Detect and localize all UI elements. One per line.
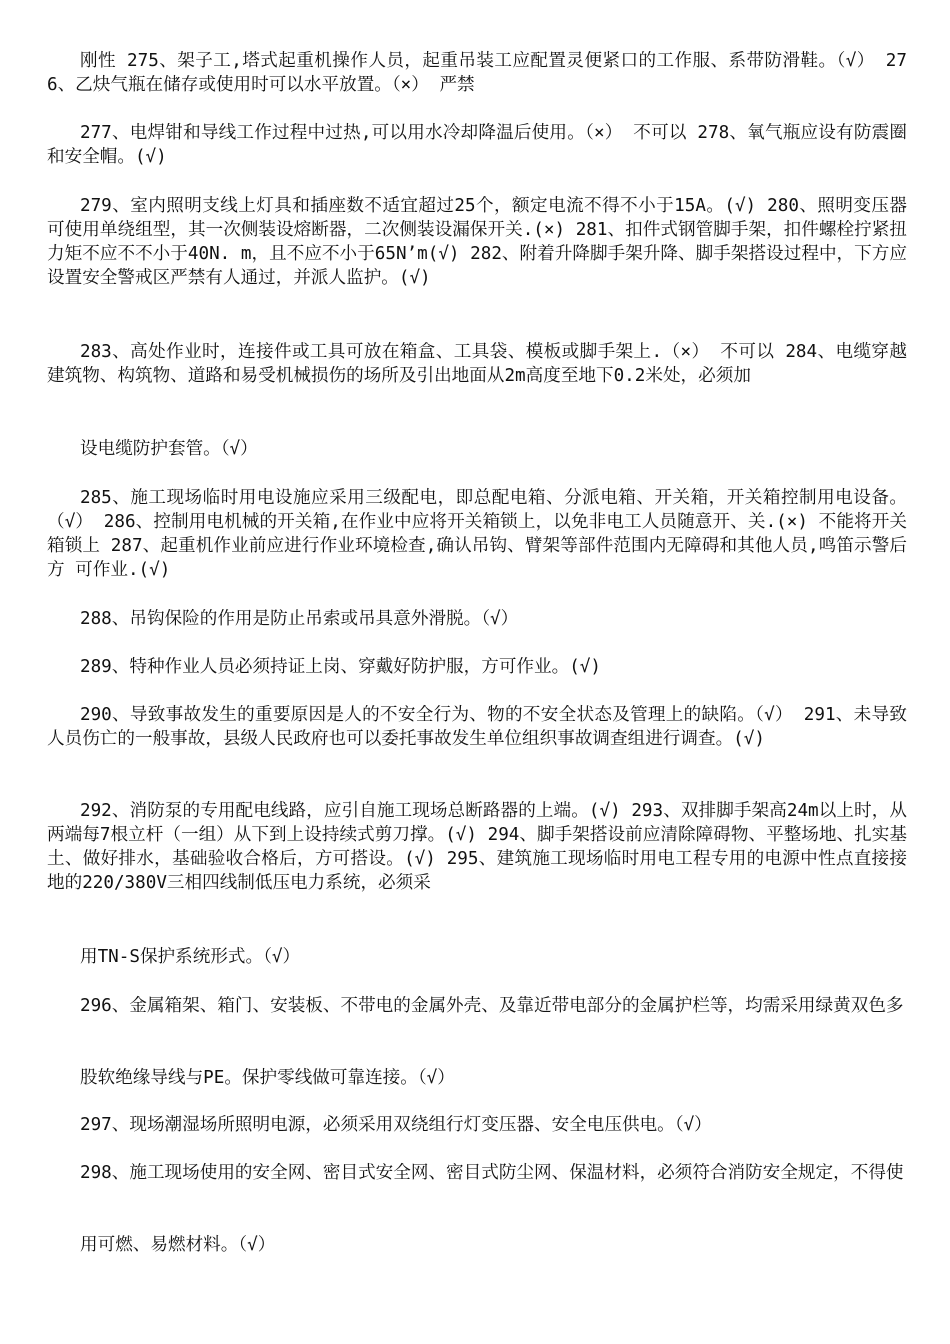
paragraph-285-287: 285、施工现场临时用电设施应采用三级配电，即总配电箱、分派电箱、开关箱，开关箱控制用电设备。（√） 286、控制用电机械的开关箱,在作业中应将开关箱锁上，以免非电工人员随意开、关.(×) 不能将开关箱锁上 287、起重机作业前应进行作业环境检查,确认吊钩、臂架等部件范围内无障碍和其他人员,鸣笛示警后方 可作业.(√) [47,488,907,580]
paragraph-279-282: 279、室内照明支线上灯具和插座数不适宜超过25个，额定电流不得不小于15A。(√) 280、照明变压器可使用单绕组型，其一次侧装设熔断器，二次侧装设漏保开关.(×) 281、扣件式钢管脚手架，扣件螺栓拧紧扭力矩不应不不小于40N. m，且不应不小于65N’m(√) 282、附着升降脚手架升降、脚手架搭设过程中，下方应设置安全警戒区严禁有人通过，并派人监护。(√) [47,196,907,288]
paragraph-298: 298、施工现场使用的安全网、密目式安全网、密目式防尘网、保温材料，必须符合消防安全规定，不得使 [80,1163,904,1183]
paragraph-297: 297、现场潮湿场所照明电源，必须采用双绕组行灯变压器、安全电压供电。（√） [80,1115,712,1135]
paragraph-284-continuation: 设电缆防护套管。（√） [80,439,258,459]
paragraph-296-continuation: 股软绝缘导线与PE。保护零线做可靠连接。（√） [80,1068,455,1088]
paragraph-277-278: 277、电焊钳和导线工作过程中过热,可以用水冷却降温后使用。（×） 不可以 278、氧气瓶应设有防震圈和安全帽。(√) [47,123,907,167]
paragraph-275-276: 刚性 275、架子工,塔式起重机操作人员，起重吊装工应配置灵便紧口的工作服、系带防滑鞋。（√） 276、乙炔气瓶在储存或使用时可以水平放置。（×） 严禁 [47,51,907,95]
paragraph-298-continuation: 用可燃、易燃材料。（√） [80,1235,276,1255]
paragraph-295-continuation: 用TN-S保护系统形式。（√） [80,947,301,967]
paragraph-289: 289、特种作业人员必须持证上岗、穿戴好防护服，方可作业。(√) [80,657,601,677]
paragraph-290-291: 290、导致事故发生的重要原因是人的不安全行为、物的不安全状态及管理上的缺陷。（√） 291、未导致人员伤亡的一般事故，县级人民政府也可以委托事故发生单位组织事故调查组进行调查。(√) [47,705,907,749]
paragraph-288: 288、吊钩保险的作用是防止吊索或吊具意外滑脱。（√） [80,609,519,629]
paragraph-292-295: 292、消防泵的专用配电线路，应引自施工现场总断路器的上端。(√) 293、双排脚手架高24m以上时，从两端每7根立杆（一组）从下到上设持续式剪刀撑。(√) 294、脚手架搭设前应清除障碍物、平整场地、扎实基土、做好排水，基础验收合格后，方可搭设。(√) 295、建筑施工现场临时用电工程专用的电源中性点直接接地的220/380V三相四线制低压电力系统，必须采 [47,801,907,893]
paragraph-283-284: 283、高处作业时，连接件或工具可放在箱盒、工具袋、模板或脚手架上.（×） 不可以 284、电缆穿越建筑物、构筑物、道路和易受机械损伤的场所及引出地面从2m高度至地下0.2米处，必须加 [47,342,907,386]
paragraph-296: 296、金属箱架、箱门、安装板、不带电的金属外壳、及靠近带电部分的金属护栏等，均需采用绿黄双色多 [80,996,904,1016]
